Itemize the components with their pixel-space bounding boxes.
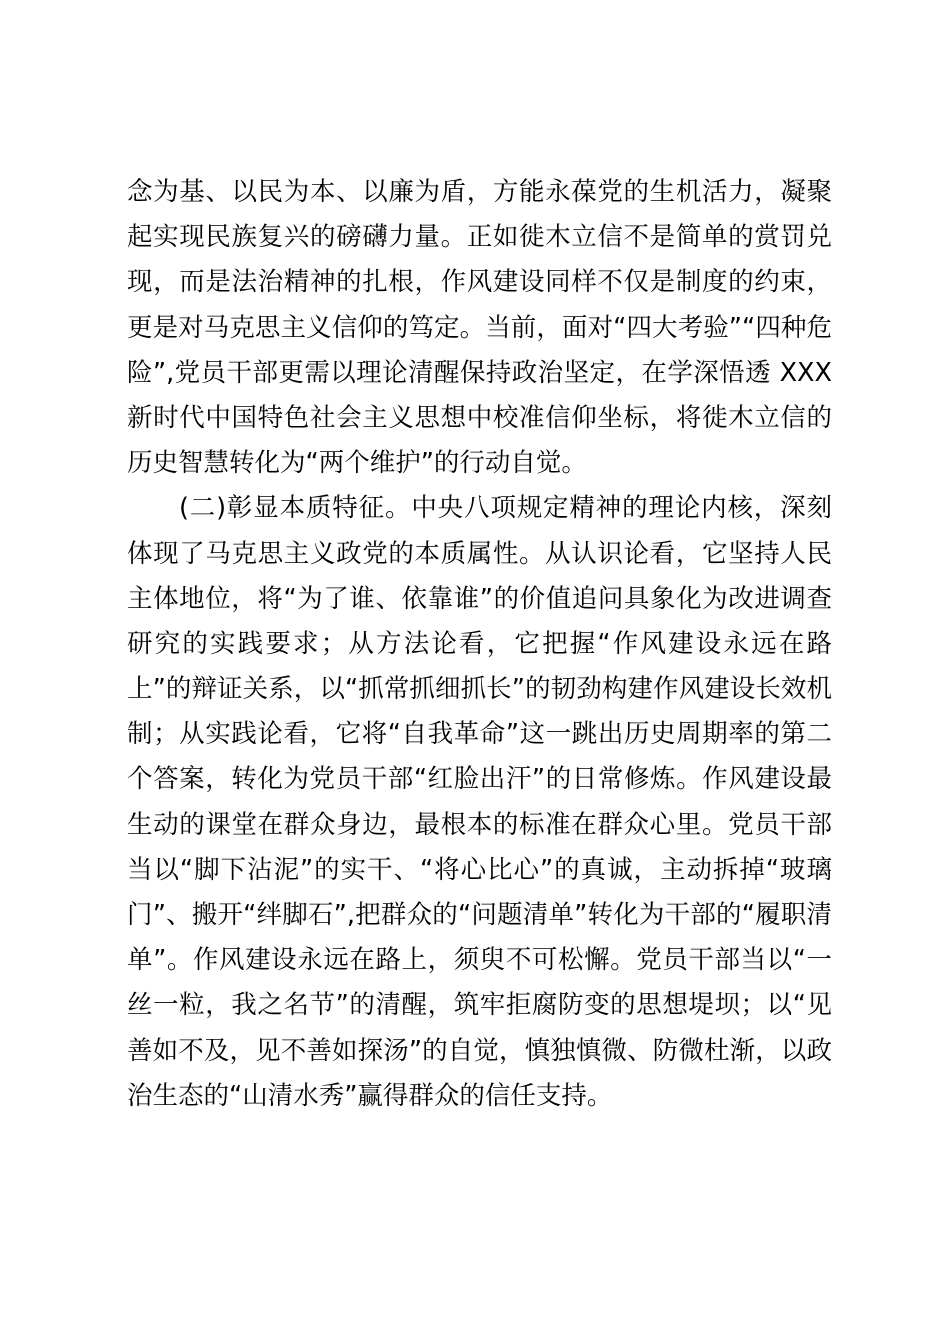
text-line: 当以“脚下沾泥”的实干、“将心比心”的真诚，主动拆掉“玻璃	[127, 854, 832, 885]
text-line: 丝一粒，我之名节”的清醒，筑牢拒腐防变的思想堤坝；以“见	[127, 990, 832, 1021]
text-line: 研究的实践要求；从方法论看，它把握“作风建设永远在路	[127, 628, 832, 659]
text-line: 更是对马克思主义信仰的笃定。当前，面对“四大考验”“四种危	[127, 312, 832, 343]
text-line: 生动的课堂在群众身边，最根本的标准在群众心里。党员干部	[127, 809, 832, 840]
text-line: 个答案，转化为党员干部“红脸出汗”的日常修炼。作风建设最	[127, 764, 832, 795]
text-line: 现，而是法治精神的扎根，作风建设同样不仅是制度的约束，	[127, 267, 832, 298]
text-line: 上”的辩证关系，以“抓常抓细抓长”的韧劲构建作风建设长效机	[127, 674, 832, 705]
text-line: 新时代中国特色社会主义思想中校准信仰坐标，将徙木立信的	[127, 402, 832, 433]
body-text	[127, 170, 832, 1119]
text-line: 善如不及，见不善如探汤”的自觉，慎独慎微、防微杜渐，以政	[127, 1035, 832, 1066]
text-line: 历史智慧转化为“两个维护”的行动自觉。	[127, 448, 587, 479]
paragraph-1	[127, 170, 832, 486]
text-line: 险”,党员干部更需以理论清醒保持政治坚定，在学深悟透 XXX	[127, 357, 832, 388]
paragraph-2	[127, 486, 832, 1119]
text-line: 念为基、以民为本、以廉为盾，方能永葆党的生机活力，凝聚	[127, 177, 832, 207]
text-line: 起实现民族复兴的磅礴力量。正如徙木立信不是简单的赏罚兑	[127, 222, 832, 253]
text-line: 门”、搬开“绊脚石”,把群众的“问题清单”转化为干部的“履职清	[127, 900, 832, 930]
text-line: 主体地位，将“为了谁、依靠谁”的价值追问具象化为改进调查	[127, 583, 832, 614]
text-line: (二)彰显本质特征。中央八项规定精神的理论内核，深刻	[179, 493, 832, 524]
text-line: 治生态的“山清水秀”赢得群众的信任支持。	[127, 1080, 613, 1111]
text-line: 制；从实践论看，它将“自我革命”这一跳出历史周期率的第二	[127, 719, 832, 750]
text-line: 单”。作风建设永远在路上，须臾不可松懈。党员干部当以“一	[127, 945, 832, 976]
text-line: 体现了马克思主义政党的本质属性。从认识论看，它坚持人民	[127, 538, 832, 569]
